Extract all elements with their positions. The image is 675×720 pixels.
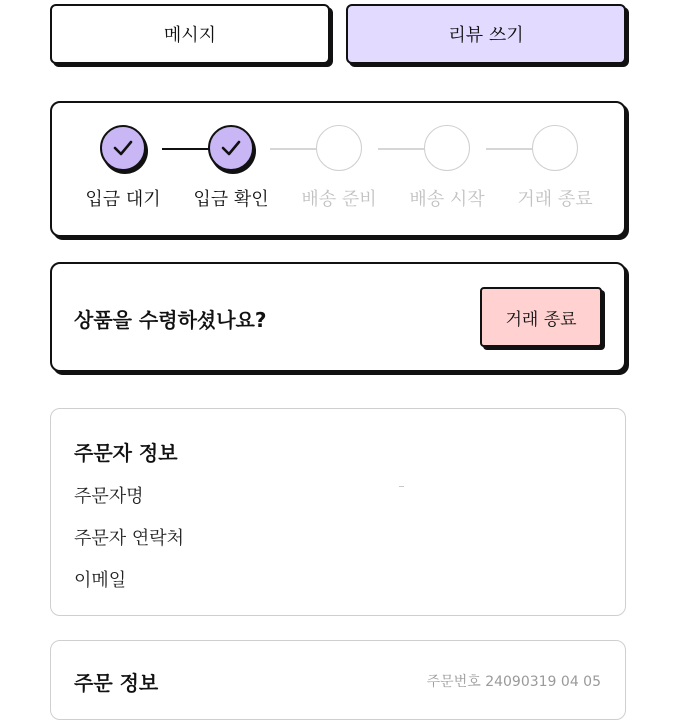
step-deal-complete bbox=[500, 125, 610, 211]
receipt-question: 상품을 수령하셨나요? bbox=[74, 308, 267, 332]
step-label: 입금 확인 bbox=[193, 189, 269, 210]
step-payment-confirmed bbox=[176, 125, 286, 211]
orderer-contact-label: 주문자 연락처 bbox=[74, 528, 185, 549]
check-icon bbox=[112, 137, 134, 159]
orderer-email-label: 이메일 bbox=[74, 570, 127, 591]
step-shipping-started bbox=[392, 125, 502, 211]
step-label: 배송 시작 bbox=[409, 189, 485, 210]
step-circle-pending bbox=[424, 125, 470, 171]
order-info-title: 주문 정보 bbox=[74, 671, 159, 695]
orderer-name-label: 주문자명 bbox=[74, 486, 144, 507]
step-circle-pending bbox=[532, 125, 578, 171]
step-shipping-prep bbox=[284, 125, 394, 211]
step-label: 입금 대기 bbox=[85, 189, 161, 210]
orderer-info-title: 주문자 정보 bbox=[74, 441, 178, 465]
receipt-confirm-card bbox=[50, 262, 626, 372]
step-circle-pending bbox=[316, 125, 362, 171]
order-info-card bbox=[50, 640, 626, 720]
write-review-button[interactable]: 리뷰 쓰기 bbox=[346, 4, 626, 64]
step-label: 배송 준비 bbox=[301, 189, 377, 210]
message-button[interactable]: 메시지 bbox=[50, 4, 330, 64]
order-number: 주문번호 24090319 04 05 bbox=[426, 674, 601, 690]
complete-deal-button[interactable]: 거래 종료 bbox=[480, 287, 602, 347]
divider-mark bbox=[399, 486, 404, 487]
order-progress-stepper bbox=[50, 101, 626, 237]
orderer-info-card bbox=[50, 408, 626, 616]
step-circle-done bbox=[100, 125, 146, 171]
step-label: 거래 종료 bbox=[517, 189, 593, 210]
check-icon bbox=[220, 137, 242, 159]
step-payment-waiting bbox=[68, 125, 178, 211]
step-circle-done bbox=[208, 125, 254, 171]
